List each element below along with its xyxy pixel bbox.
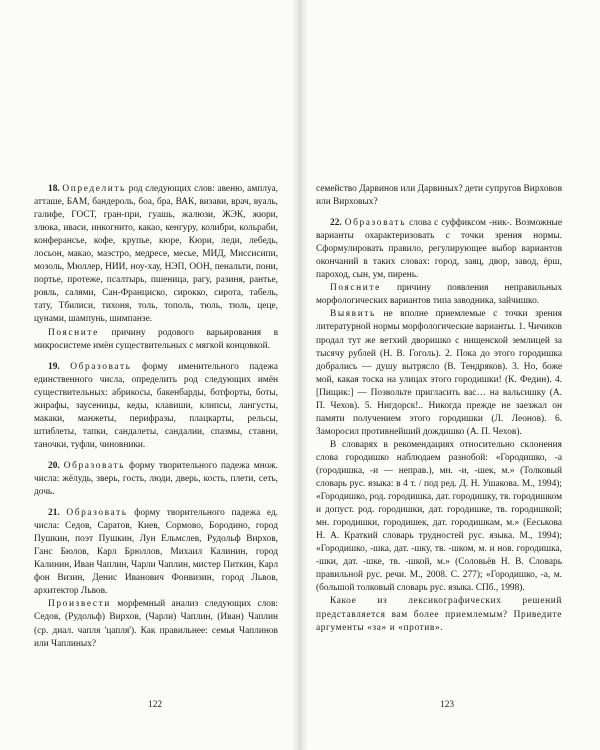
dictionary-paragraph: В словарях в рекомендациях относительно склонения слова городишко наблюдаем разнобой: «Городишко, -а (городишка, -и — неправ.), мн. -и, -шек, м.» (Толковый словарь рус. языка: в 4 т. / под ред. Д. Н. Ушакова. М., 1994); «Городишко, род. городишка, дат. городишку, тв. городишком и допуст. род. городишки, дат. городишке, тв. городишкой; мн. городишки, городишек, дат. городишкам, м.» (Ееськова Н. А. Краткий словарь трудностей рус. языка. М., 1994); «Городишко, -шка, дат. -шку, тв. -шком, м. и нов. городишка, -шки, дат. -шке, тв. -шкой, м.» (Соловьёв Н. В. Словарь правильной рус. речи. М., 2008. С. 277); «Городишко, -а, м. (большой толковый словарь рус. языка. СПб., 1998). [316,439,562,594]
exercise-number: 20. [48,460,60,471]
right-page [300,0,600,750]
exercise-identify [316,308,562,438]
exercise-verb: Образовать [66,508,128,519]
exercise-body: не вполне приемлемые с точки зрения литературной нормы морфологические варианты. 1. Чичиков продал тут же ветхий дворишко с нищенской землицей за тысячу рублей (Н. В. Гоголь). 2. Пока до этого городишка добрались — душу вытрясло (В. Тендряков). 3. Но, боже мой, какая тоска на улицах этого городишки! (К. Федин). 4. [Пищик:] — Позвольте пригласить вас… на вальсишку (А. П. Чехов). 5. Нигдорск!.. Никогда прежде не заезжал он памяти получением этого городишки (Л. Леонов). 6. Заморосил противнейший дождишко (А. П. Чехов). [316,309,562,437]
exercise-19 [34,361,278,452]
continued-text: семейство Дарвинов или Дарвиных? дети супругов Вирховов или Вирховых? [316,184,562,208]
exercise-body: слова с суффиксом -ник-. Возможные варианты охарактеризовать с точки зрения нормы. Сформулировать правило, регулирующее выбор вариантов окончаний в таких словах: город, заяц, двор, завод, ёрш, пароход, сын, ум, пирень. [316,218,563,281]
exercise-number: 19. [48,361,60,372]
followup-body: причину появления неправильных морфологических вариантов типа заводника, зайчишко. [316,283,563,307]
followup-verb: Произвести [48,599,111,610]
exercise-verb: Образовать [70,361,132,372]
exercise-body: род следующих слов: авеню, амплуа, атташе, БАМ, бандероль, боа, бра, ВАК, визави, врач, вуаль, галифе, ГОСТ, гран-при, гуашь, жалюзи, ЖЭК, жюри, злюка, иваси, инкогнито, какао, кенгуру, колибри, кольраби, конферансье, кофе, крупье, кюре, Кюри, леди, лебедь, лосьон, макао, маэстро, медресе, месье, МИД, Миссисипи, мозоль, Мюллер, НИИ, ноу-хау, НЭП, ООН, пенальти, пони, портье, протеже, псалтырь, пшеница, рагу, разиня, рантье, рояль, салями, Сан-Франциско, сирокко, сирота, табель, тату, Тбилиси, тихоня, толь, тополь, тюль, тюль, цеце, цунами, шампунь, шимпанзе. [34,184,279,325]
exercise-number: 22. [330,218,342,229]
exercise-body: форму творительного падежа множ. числа: жёлудь, зверь, гость, люди, дверь, кость, плети, сеть, дочь. [34,460,279,498]
exercise-verb: Определить [62,184,126,194]
followup-verb: Поясните [330,283,381,294]
right-page-text [316,183,562,635]
exercise-number: 18. [48,184,60,194]
exercise-22 [316,217,562,282]
exercise-20 [34,460,278,499]
exercise-22-followup [316,282,562,308]
exercise-18-followup [34,327,278,353]
page-number-right: 123 [440,700,455,710]
followup-verb: Поясните [48,327,99,338]
exercise-verb: Образовать [344,218,407,229]
page-number-left: 122 [148,700,163,710]
exercise-21 [34,507,278,598]
followup-body: причину родового варьирования в микросистеме имён существительных с мягкой концовкой. [34,327,279,351]
exercise-18 [34,183,278,327]
exercise-verb: Образовать [63,460,126,471]
exercise-21-followup [34,598,278,650]
left-page-text [34,183,278,651]
followup-body: морфемный анализ следующих слов: Седов, (Рудольф) Вирхов, (Чарли) Чаплин, (Иван) Чаплин (ср. диал. чапля 'цапля'). Как правильнее: семья Чаплинов или Чаплиных? [34,599,278,649]
question-paragraph: Какое из лексикографических решений представляется вам более приемлемым? Приведите аргументы «за» и «против». [316,596,562,633]
exercise-body: форму именительного падежа единственного числа, определить род следующих имён существительных: абрикосы, бакенбарды, ботфорты, боты, жирафы, заусеницы, кеды, клавиши, клипсы, лангусты, макаки, манжеты, перифразы, плацкарты, рельсы, штиблеты, тапки, сандалеты, сандалии, спазмы, ставни, таночки, туфли, чиновники. [34,361,279,450]
exercise-number: 21. [48,508,60,519]
exercise-body: форму творительного падежа ед. числа: Седов, Саратов, Киев, Сормово, Бородино, город Пушкин, поэт Пушкин, Лун Ельмслев, Рудольф Вирхов, Ганс Бюлов, Карл Брюллов, Михаил Калинин, город Калинин, Иван Чаплин, Чарли Чаплин, мистер Питкин, Карл фон Визин, Денис Иванович Фонвизин, город Львов, архитектор Львов. [34,508,278,597]
exercise-verb: Выявить [330,309,376,320]
